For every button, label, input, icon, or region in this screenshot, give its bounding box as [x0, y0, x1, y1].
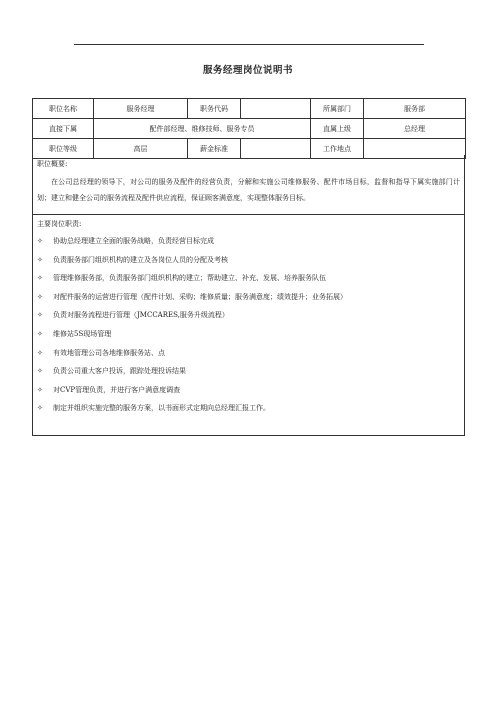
duty-text: 有效地管理公司各地维修服务站、点 — [53, 348, 165, 357]
duty-text: 制定并组织实施完整的服务方案，以书面形式定期向总经理汇报工作。 — [53, 404, 270, 413]
diamond-bullet-icon: ✧ — [37, 311, 43, 320]
duty-text: 对CVP管理负责，并进行客户满意度调查 — [53, 385, 181, 394]
value-supervisor: 总经理 — [364, 119, 466, 139]
table-row — [33, 99, 466, 119]
value-grade: 高层 — [94, 139, 188, 159]
list-item — [37, 269, 460, 288]
diamond-bullet-icon: ✧ — [37, 367, 43, 376]
diamond-bullet-icon: ✧ — [37, 329, 43, 338]
list-item — [37, 399, 460, 418]
label-position-name: 职位名称 — [33, 99, 94, 119]
list-item — [37, 251, 460, 270]
duty-text: 管理维修服务部，负责服务部门组织机构的建立；帮助建立、补充、发展、培养服务队伍 — [53, 274, 326, 283]
label-location: 工作地点 — [311, 139, 364, 159]
header-rule — [74, 44, 424, 45]
list-item — [37, 344, 460, 363]
list-item — [37, 306, 460, 325]
label-salary: 薪金标准 — [188, 139, 241, 159]
diamond-bullet-icon: ✧ — [37, 404, 43, 413]
diamond-bullet-icon: ✧ — [37, 348, 43, 357]
label-supervisor: 直属上级 — [311, 119, 364, 139]
document-title: 服务经理岗位说明书 — [202, 65, 293, 76]
duty-text: 维修站5S现场管理 — [53, 329, 112, 338]
list-item — [37, 232, 460, 251]
diamond-bullet-icon: ✧ — [37, 292, 43, 301]
value-position-name: 服务经理 — [94, 99, 188, 119]
label-job-code: 职务代码 — [188, 99, 241, 119]
label-department: 所属部门 — [311, 99, 364, 119]
list-item — [37, 381, 460, 400]
diamond-bullet-icon: ✧ — [37, 237, 43, 245]
duty-text: 对配件服务的运营进行管理（配件计划、采购；维修质量；服务满意度；绩效提升；业务拓展） — [53, 292, 347, 301]
overview-section — [32, 155, 465, 215]
label-grade: 职位等级 — [33, 139, 94, 159]
value-job-code — [241, 99, 311, 119]
diamond-bullet-icon: ✧ — [37, 385, 43, 394]
value-subordinates: 配件部经理、维修技师、服务专员 — [94, 119, 311, 139]
diamond-bullet-icon: ✧ — [37, 255, 43, 264]
duties-section — [32, 215, 465, 436]
diamond-bullet-icon: ✧ — [37, 274, 43, 283]
overview-heading: 职位概要: — [37, 160, 68, 168]
list-item — [37, 325, 460, 344]
list-item — [37, 362, 460, 381]
label-subordinates: 直接下属 — [33, 119, 94, 139]
duty-text: 负责服务部门组织机构的建立及各岗位人员的分配及考核 — [53, 255, 228, 264]
duty-text: 协助总经理建立全面的服务战略，负责经营目标完成 — [53, 237, 214, 245]
table-row — [33, 119, 466, 139]
job-info-table — [32, 98, 466, 159]
value-department: 服务部 — [364, 99, 466, 119]
duty-text: 负责对服务流程进行管理（JMCCARES,服务升级流程） — [53, 311, 229, 320]
duties-list — [37, 232, 460, 418]
overview-text: 在公司总经理的领导下，对公司的服务及配件的经营负责，分解和实施公司维修服务、配件市场目标，监督和指导下属实施部门计划；建立和健全公司的服务流程及配件供应流程，保证顾客满意度，实现整体服务目标。 — [37, 178, 460, 202]
duties-heading: 主要岗位职责: — [37, 220, 82, 228]
list-item — [37, 288, 460, 307]
duty-text: 负责公司重大客户投诉，跟踪处理投诉结果 — [53, 367, 186, 376]
